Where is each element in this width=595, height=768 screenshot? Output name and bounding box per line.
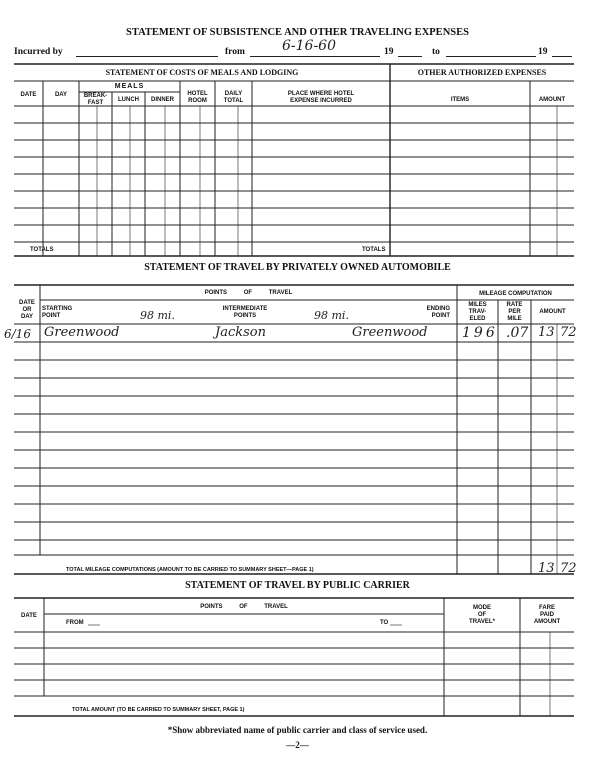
other-expenses-title: OTHER AUTHORIZED EXPENSES <box>417 68 547 77</box>
auto-col-amount: AMOUNT <box>539 309 566 315</box>
carrier-col-date: DATE <box>21 613 37 619</box>
auto-row-ending: Greenwood <box>352 325 428 340</box>
col-day: DAY <box>54 92 68 98</box>
auto-row-dist2: 98 mi. <box>314 309 349 322</box>
page-number: —2— <box>286 740 309 750</box>
auto-col-mileage-computation: MILEAGE COMPUTATION <box>479 291 552 297</box>
carrier-col-from: FROM <box>66 620 84 626</box>
carrier-total-label: TOTAL AMOUNT (TO BE CARRIED TO SUMMARY SHEET, PAGE 1) <box>72 707 245 713</box>
from-value: 6-16-60 <box>282 38 336 54</box>
year1-label: 19 <box>384 47 394 57</box>
carrier-col-points: POINTS OF TRAVEL <box>200 604 288 610</box>
carrier-col-mode: MODE OF TRAVEL* <box>469 605 495 625</box>
carrier-col-fare: FARE PAID AMOUNT <box>533 605 561 625</box>
col-breakfast: BREAK- FAST <box>83 93 108 106</box>
col-hotel-room: HOTEL ROOM <box>187 91 208 104</box>
auto-col-intermediate: INTERMEDIATE POINTS <box>222 306 268 319</box>
meals-lodging-title: STATEMENT OF COSTS OF MEALS AND LODGING <box>105 68 299 77</box>
to-label: to <box>432 47 440 57</box>
auto-col-points: POINTS OF TRAVEL <box>204 290 293 296</box>
auto-row-rate: .07 <box>506 325 529 341</box>
col-amount: AMOUNT <box>538 97 566 103</box>
public-carrier-title: STATEMENT OF TRAVEL BY PUBLIC CARRIER <box>185 580 410 591</box>
auto-row-miles: 196 <box>462 325 498 341</box>
footnote: *Show abbreviated name of public carrier and class of service used. <box>167 725 428 735</box>
auto-col-ending: ENDING POINT <box>426 306 450 319</box>
auto-row-starting: Greenwood <box>44 325 120 340</box>
auto-total-label: TOTAL MILEAGE COMPUTATIONS (AMOUNT TO BE CARRIED TO SUMMARY SHEET—PAGE 1) <box>66 567 314 573</box>
col-items: ITEMS <box>450 97 470 103</box>
auto-travel-title: STATEMENT OF TRAVEL BY PRIVATELY OWNED AUTOMOBILE <box>144 262 451 273</box>
auto-total-cents: 72 <box>560 561 577 576</box>
auto-row-amount-dollars: 13 <box>538 325 555 340</box>
auto-col-miles: MILES TRAV- ELED <box>468 302 487 322</box>
auto-total-dollars: 13 <box>538 561 555 576</box>
auto-row-date: 6/16 <box>4 327 31 341</box>
col-meals: MEALS <box>114 83 145 90</box>
carrier-col-to: TO <box>380 620 389 626</box>
from-label: from <box>225 47 245 57</box>
auto-row-amount-cents: 72 <box>560 325 577 340</box>
auto-row-dist1: 98 mi. <box>140 309 175 322</box>
totals-left-label: TOTALS <box>30 247 54 253</box>
col-date: DATE <box>20 92 37 98</box>
col-lunch: LUNCH <box>118 97 139 103</box>
col-dinner: DINNER <box>150 97 174 103</box>
form-title: STATEMENT OF SUBSISTENCE AND OTHER TRAVELING EXPENSES <box>126 27 469 38</box>
auto-col-date: DATE OR DAY <box>19 300 35 320</box>
auto-col-rate: RATE PER MILE <box>506 302 523 322</box>
totals-right-label: TOTALS <box>362 247 386 253</box>
col-daily-total: DAILY TOTAL <box>223 91 244 104</box>
col-place: PLACE WHERE HOTEL EXPENSE INCURRED <box>287 91 355 104</box>
incurred-by-label: Incurred by <box>14 47 63 57</box>
auto-row-intermediate: Jackson <box>215 325 266 340</box>
auto-col-starting: STARTING POINT <box>42 306 73 319</box>
year2-label: 19 <box>538 47 548 57</box>
